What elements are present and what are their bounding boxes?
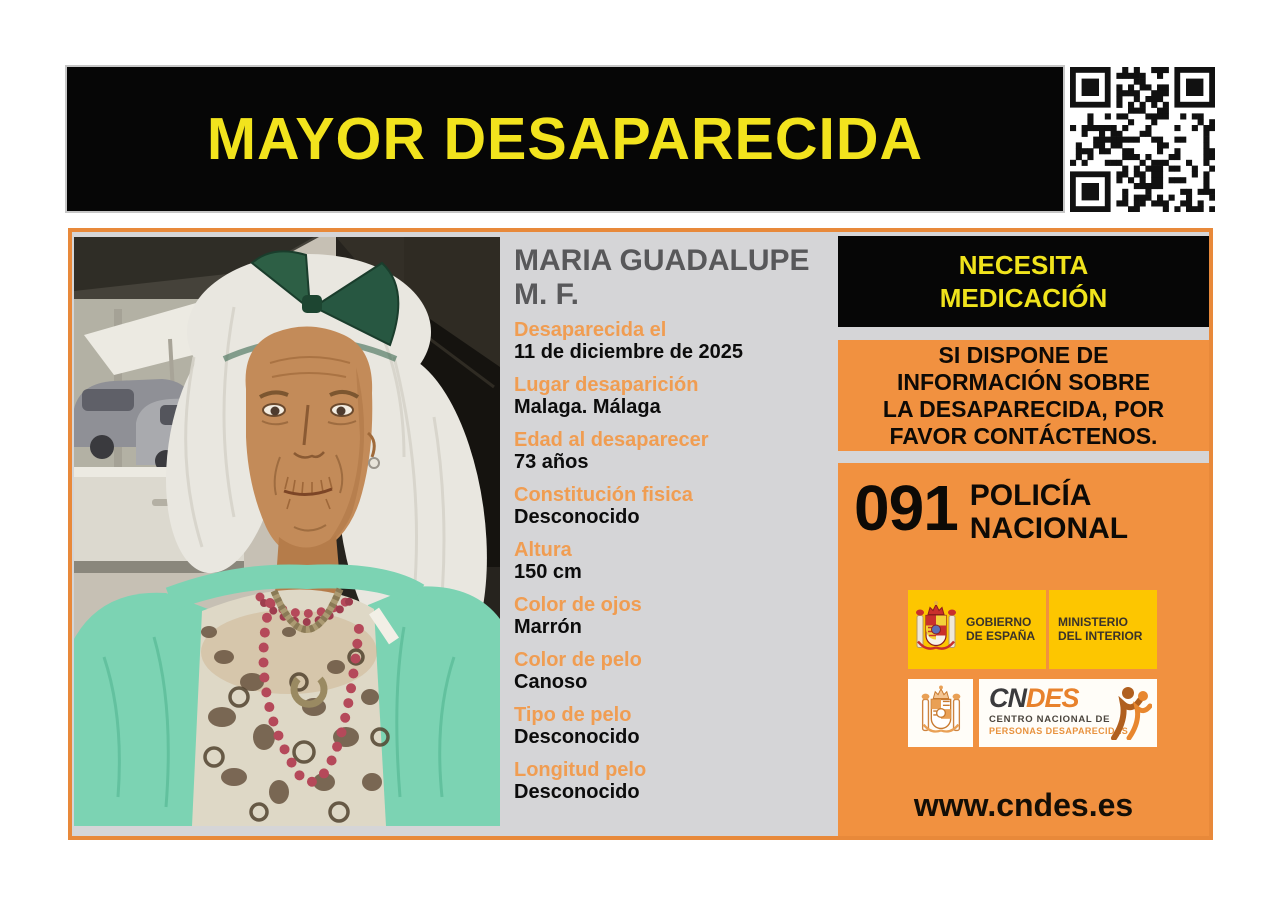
cndes-acronym: CNDES [989, 683, 1079, 713]
field-value: Desconocido [514, 781, 640, 803]
website-url: www.cndes.es [913, 787, 1134, 823]
photo-illustration [74, 237, 500, 826]
medication-alert-text: NECESITA MEDICACIÓN [939, 249, 1108, 313]
cndes-subtitle-2: PERSONAS DESAPARECIDAS [989, 726, 1129, 736]
field-height [514, 540, 834, 584]
police-phone-row [854, 472, 1130, 545]
field-value: Marrón [514, 616, 582, 638]
field-eye-color [514, 595, 834, 639]
person-details-panel [514, 244, 834, 815]
field-value: Desconocido [514, 726, 640, 748]
field-hair-color [514, 650, 834, 694]
field-label: Tipo de pelo [514, 704, 632, 726]
field-value: 11 de diciembre de 2025 [514, 341, 744, 363]
medication-alert [838, 236, 1209, 327]
gobierno-espana-logo [908, 590, 1157, 669]
field-label: Desaparecida el [514, 319, 667, 341]
person-name: MARIA GUADALUPE M. F. [514, 244, 810, 311]
field-value: 73 años [514, 451, 589, 473]
field-age [514, 430, 834, 474]
header-banner [65, 65, 1065, 213]
poster-title: MAYOR DESAPARECIDA [206, 106, 924, 172]
field-label: Longitud pelo [514, 759, 647, 781]
logo-divider [1046, 590, 1049, 669]
field-label: Color de pelo [514, 649, 642, 671]
qr-code [1070, 67, 1215, 212]
field-label: Edad al desaparecer [514, 429, 709, 451]
field-label: Constitución fisica [514, 484, 693, 506]
field-value: 150 cm [514, 561, 582, 583]
police-name: POLICÍA NACIONAL [969, 479, 1129, 545]
field-value: Malaga. Málaga [514, 396, 661, 418]
ministerio-interior-label: MINISTERIO DEL INTERIOR [1058, 615, 1143, 643]
spain-coat-of-arms-icon [916, 599, 956, 660]
police-phone-number: 091 [854, 472, 958, 544]
police-contact-box [838, 463, 1209, 836]
field-value: Desconocido [514, 506, 640, 528]
contact-info-box [838, 340, 1209, 451]
field-hair-length [514, 760, 834, 804]
field-missing-date [514, 320, 834, 364]
field-label: Lugar desaparición [514, 374, 699, 396]
field-hair-type [514, 705, 834, 749]
cndes-logo [979, 679, 1157, 747]
cndes-coat-of-arms-box [908, 679, 973, 747]
cndes-subtitle-1: CENTRO NACIONAL DE [989, 714, 1111, 725]
cndes-people-icon [1102, 686, 1152, 740]
missing-person-card [68, 228, 1213, 840]
cndes-coat-of-arms-icon [921, 684, 961, 742]
missing-person-photo [74, 237, 500, 826]
field-build [514, 485, 834, 529]
contact-message: SI DISPONE DE INFORMACIÓN SOBRE LA DESAPARECIDA, POR FAVOR CONTÁCTENOS. [882, 341, 1165, 449]
gobierno-espana-label: GOBIERNO DE ESPAÑA [966, 615, 1036, 643]
field-label: Altura [514, 539, 572, 561]
field-label: Color de ojos [514, 594, 642, 616]
field-missing-place [514, 375, 834, 419]
field-value: Canoso [514, 671, 588, 693]
